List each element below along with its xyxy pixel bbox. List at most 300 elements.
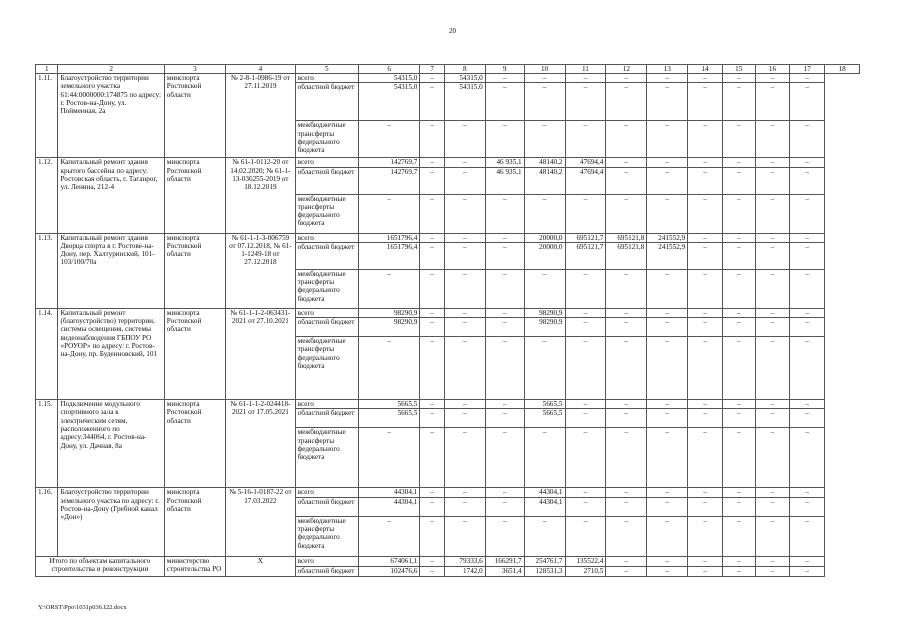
value-cell: – — [420, 269, 445, 308]
value-cell: – — [485, 428, 524, 488]
value-cell: – — [647, 409, 688, 428]
value-cell: – — [722, 167, 755, 194]
value-cell: 98290,9 — [524, 318, 565, 337]
value-cell: – — [790, 428, 825, 488]
value-cell: 1651796,4 — [359, 233, 420, 242]
value-cell: – — [485, 497, 524, 516]
value-cell: – — [722, 318, 755, 337]
value-cell: – — [755, 488, 790, 497]
value-cell: – — [420, 566, 445, 576]
funding-source: всего — [295, 488, 358, 497]
value-cell: 44304,1 — [359, 497, 420, 516]
value-cell: – — [359, 269, 420, 308]
header-cell: 14 — [688, 65, 723, 74]
value-cell: – — [722, 308, 755, 317]
value-cell: – — [755, 83, 790, 121]
funding-source: областной бюджет — [295, 318, 358, 337]
value-cell: – — [485, 194, 524, 233]
value-cell: – — [524, 83, 565, 121]
value-cell: – — [485, 318, 524, 337]
value-cell: – — [485, 121, 524, 158]
value-cell: – — [647, 428, 688, 488]
value-cell: – — [420, 497, 445, 516]
header-cell: 8 — [444, 65, 485, 74]
value-cell: – — [444, 194, 485, 233]
row-number: 1.14. — [36, 308, 58, 399]
value-cell: – — [790, 556, 825, 566]
value-cell: – — [688, 428, 723, 488]
funding-source: всего — [295, 556, 358, 566]
funding-source: областной бюджет — [295, 83, 358, 121]
value-cell: – — [565, 83, 606, 121]
value-cell: – — [647, 318, 688, 337]
value-cell: – — [755, 497, 790, 516]
value-cell: – — [420, 409, 445, 428]
value-cell: – — [755, 409, 790, 428]
value-cell: – — [722, 158, 755, 167]
value-cell: – — [420, 337, 445, 400]
value-cell: – — [606, 121, 647, 158]
value-cell: – — [420, 556, 445, 566]
value-cell: – — [722, 516, 755, 556]
value-cell: – — [755, 269, 790, 308]
value-cell: – — [420, 233, 445, 242]
value-cell: – — [790, 158, 825, 167]
value-cell: – — [688, 400, 723, 409]
value-cell: 54315,0 — [359, 83, 420, 121]
document-number: № 61-1-1-2-024418-2021 от 17.05.2021 — [226, 400, 296, 488]
value-cell: – — [688, 566, 723, 576]
responsible-ministry: минспорта Ростовской области — [164, 158, 225, 233]
value-cell: – — [359, 516, 420, 556]
value-cell: – — [420, 121, 445, 158]
value-cell: – — [790, 516, 825, 556]
value-cell: – — [485, 400, 524, 409]
value-cell: – — [755, 242, 790, 269]
responsible-ministry: минспорта Ростовской области — [164, 488, 225, 556]
header-cell: 1 — [36, 65, 58, 74]
value-cell: – — [755, 400, 790, 409]
value-cell: 5665,5 — [524, 409, 565, 428]
value-cell: – — [790, 74, 825, 83]
header-cell: 13 — [647, 65, 688, 74]
value-cell: 47694,4 — [565, 167, 606, 194]
value-cell: – — [444, 516, 485, 556]
funding-source: межбюджетные трансферты федерального бюджета — [295, 194, 358, 233]
header-cell: 4 — [226, 65, 296, 74]
value-cell: – — [606, 337, 647, 400]
value-cell: – — [755, 194, 790, 233]
header-cell: 10 — [524, 65, 565, 74]
value-cell: 674061,1 — [359, 556, 420, 566]
header-cell: 2 — [58, 65, 164, 74]
value-cell: – — [485, 488, 524, 497]
value-cell: – — [420, 318, 445, 337]
value-cell: – — [790, 233, 825, 242]
value-cell: 695121,7 — [565, 233, 606, 242]
value-cell: – — [524, 269, 565, 308]
value-cell: – — [420, 158, 445, 167]
value-cell: – — [420, 242, 445, 269]
value-cell: – — [444, 428, 485, 488]
value-cell: – — [420, 308, 445, 317]
value-cell: – — [790, 400, 825, 409]
value-cell: – — [722, 74, 755, 83]
value-cell: – — [722, 409, 755, 428]
value-cell: – — [755, 428, 790, 488]
value-cell: – — [722, 497, 755, 516]
value-cell: 54315,0 — [359, 74, 420, 83]
value-cell: 54315,0 — [444, 83, 485, 121]
value-cell: – — [444, 497, 485, 516]
value-cell: – — [722, 337, 755, 400]
value-cell: – — [688, 233, 723, 242]
value-cell: – — [755, 516, 790, 556]
value-cell: – — [606, 428, 647, 488]
value-cell: – — [647, 400, 688, 409]
value-cell: 1742,0 — [444, 566, 485, 576]
value-cell: 46 935,1 — [485, 167, 524, 194]
table-row — [36, 158, 860, 167]
value-cell: 98290,9 — [359, 308, 420, 317]
value-cell: – — [688, 497, 723, 516]
object-name: Капитальный ремонт здания Дворца спорта в г. Ростове-на-Дону, пер. Халтуринский, 101-103/100/70а — [58, 233, 164, 308]
document-number: № 61-1-0112-20 от 14.02.2020; № 61-1-13-036255-2019 от 18.12.2019 — [226, 158, 296, 233]
value-cell: – — [722, 269, 755, 308]
value-cell: – — [722, 566, 755, 576]
value-cell: – — [444, 318, 485, 337]
value-cell: – — [524, 74, 565, 83]
value-cell: – — [755, 74, 790, 83]
value-cell: – — [688, 167, 723, 194]
value-cell: 142769,7 — [359, 158, 420, 167]
value-cell: – — [688, 194, 723, 233]
value-cell: 695121,7 — [565, 242, 606, 269]
value-cell: – — [688, 269, 723, 308]
value-cell: – — [444, 167, 485, 194]
value-cell: – — [420, 167, 445, 194]
value-cell: – — [755, 556, 790, 566]
total-row — [36, 556, 860, 566]
header-cell: 3 — [164, 65, 225, 74]
value-cell: – — [790, 242, 825, 269]
value-cell: – — [485, 269, 524, 308]
funding-source: всего — [295, 400, 358, 409]
value-cell: 1651796,4 — [359, 242, 420, 269]
value-cell: – — [444, 400, 485, 409]
value-cell: – — [688, 409, 723, 428]
value-cell: – — [565, 308, 606, 317]
value-cell: 2710,5 — [565, 566, 606, 576]
value-cell: – — [444, 488, 485, 497]
value-cell: – — [688, 516, 723, 556]
value-cell: – — [524, 516, 565, 556]
value-cell: – — [790, 409, 825, 428]
value-cell: – — [647, 497, 688, 516]
value-cell: 142769,7 — [359, 167, 420, 194]
value-cell: 98290,9 — [359, 318, 420, 337]
value-cell: 102476,6 — [359, 566, 420, 576]
value-cell: 135522,4 — [565, 556, 606, 566]
header-cell: 18 — [825, 65, 860, 74]
value-cell: – — [647, 488, 688, 497]
total-label: Итого по объектам капитального строительства и реконструкции — [36, 556, 165, 576]
table-row — [36, 400, 860, 409]
value-cell: – — [359, 428, 420, 488]
value-cell: – — [606, 497, 647, 516]
funding-source: областной бюджет — [295, 409, 358, 428]
value-cell: – — [444, 337, 485, 400]
value-cell: – — [565, 409, 606, 428]
value-cell: – — [444, 409, 485, 428]
value-cell: – — [688, 74, 723, 83]
value-cell: – — [485, 516, 524, 556]
responsible-ministry: минспорта Ростовской области — [164, 400, 225, 488]
value-cell: – — [790, 167, 825, 194]
value-cell: – — [790, 121, 825, 158]
row-number: 1.12. — [36, 158, 58, 233]
value-cell: – — [647, 158, 688, 167]
value-cell: – — [722, 242, 755, 269]
value-cell: – — [722, 121, 755, 158]
value-cell: – — [647, 516, 688, 556]
value-cell: – — [755, 233, 790, 242]
responsible-ministry: минспорта Ростовской области — [164, 74, 225, 158]
value-cell: – — [485, 242, 524, 269]
value-cell: – — [647, 121, 688, 158]
value-cell: 5665,5 — [359, 400, 420, 409]
value-cell: – — [606, 74, 647, 83]
document-number: X — [226, 556, 296, 576]
value-cell: 48140,2 — [524, 158, 565, 167]
value-cell: – — [606, 158, 647, 167]
value-cell: – — [647, 556, 688, 566]
value-cell: – — [722, 83, 755, 121]
funding-source: всего — [295, 158, 358, 167]
value-cell: – — [565, 121, 606, 158]
value-cell: – — [722, 488, 755, 497]
value-cell: – — [444, 308, 485, 317]
document-number: № 61-1-1-2-063431-2021 от 27.10.2021 — [226, 308, 296, 399]
header-cell: 9 — [485, 65, 524, 74]
value-cell: – — [755, 566, 790, 576]
value-cell: – — [606, 556, 647, 566]
object-name: Подключение модульного спортивного зала к электрическим сетям, расположенного по адресу:344064, г. Ростов-на-Дону, ул. Дачная, 8а — [58, 400, 164, 488]
value-cell: – — [647, 269, 688, 308]
value-cell: – — [688, 121, 723, 158]
funding-source: межбюджетные трансферты федерального бюджета — [295, 337, 358, 400]
value-cell: – — [420, 194, 445, 233]
table-row — [36, 233, 860, 242]
value-cell: 254761,7 — [524, 556, 565, 566]
value-cell: – — [565, 516, 606, 556]
page-number: 20 — [449, 27, 456, 35]
value-cell: – — [565, 269, 606, 308]
value-cell: – — [790, 308, 825, 317]
funding-source: межбюджетные трансферты федерального бюджета — [295, 516, 358, 556]
value-cell: – — [755, 167, 790, 194]
budget-table — [35, 64, 860, 577]
value-cell: 241552,9 — [647, 233, 688, 242]
value-cell: – — [444, 242, 485, 269]
value-cell: – — [565, 400, 606, 409]
value-cell: 5665,5 — [359, 409, 420, 428]
value-cell: 241552,9 — [647, 242, 688, 269]
value-cell: – — [647, 167, 688, 194]
object-name: Капитальный ремонт (благоустройство) территории, системы освещения, системы видеонаблюдения ГБПОУ РО «РОУОР» по адресу: г. Ростов-на-Дону, пр. Буденновский, 101 — [58, 308, 164, 399]
value-cell: 128531,3 — [524, 566, 565, 576]
table-row — [36, 308, 860, 317]
value-cell: – — [688, 556, 723, 566]
value-cell: 98290,9 — [524, 308, 565, 317]
value-cell: – — [606, 516, 647, 556]
value-cell: 5665,5 — [524, 400, 565, 409]
value-cell: – — [359, 121, 420, 158]
value-cell: – — [444, 233, 485, 242]
value-cell: 79333,6 — [444, 556, 485, 566]
value-cell: – — [790, 83, 825, 121]
value-cell: – — [688, 308, 723, 317]
value-cell: – — [606, 269, 647, 308]
value-cell: – — [722, 556, 755, 566]
value-cell: – — [790, 337, 825, 400]
value-cell: – — [444, 269, 485, 308]
value-cell: – — [359, 337, 420, 400]
funding-source: областной бюджет — [295, 242, 358, 269]
value-cell: – — [565, 488, 606, 497]
value-cell: – — [790, 318, 825, 337]
value-cell: – — [647, 337, 688, 400]
value-cell: – — [606, 400, 647, 409]
value-cell: 695121,8 — [606, 233, 647, 242]
value-cell: – — [722, 400, 755, 409]
value-cell: – — [688, 83, 723, 121]
funding-source: межбюджетные трансферты федерального бюджета — [295, 269, 358, 308]
value-cell: 48140,2 — [524, 167, 565, 194]
value-cell: – — [485, 83, 524, 121]
value-cell: – — [755, 337, 790, 400]
value-cell: – — [606, 409, 647, 428]
value-cell: – — [420, 516, 445, 556]
value-cell: – — [444, 158, 485, 167]
header-cell: 11 — [565, 65, 606, 74]
value-cell: – — [688, 337, 723, 400]
document-number: № 61-1-1-3-006759 от 07.12.2018, № 61-1-1249-18 от 27.12.2018 — [226, 233, 296, 308]
value-cell: – — [606, 167, 647, 194]
value-cell: 46 935,1 — [485, 158, 524, 167]
value-cell: – — [524, 121, 565, 158]
value-cell: – — [565, 318, 606, 337]
header-cell: 15 — [722, 65, 755, 74]
value-cell: – — [420, 400, 445, 409]
object-name: Благоустройство территории земельного участка по адресу: г. Ростов-на-Дону (Гребной канал «Дон») — [58, 488, 164, 556]
value-cell: – — [606, 566, 647, 576]
value-cell: – — [688, 488, 723, 497]
value-cell: 20000,0 — [524, 242, 565, 269]
header-cell: 7 — [420, 65, 445, 74]
value-cell: – — [606, 308, 647, 317]
value-cell: – — [485, 74, 524, 83]
document-number: № 2-8-1-0986-19 от 27.11.2019 — [226, 74, 296, 158]
value-cell: – — [790, 566, 825, 576]
value-cell: – — [688, 158, 723, 167]
header-cell: 6 — [359, 65, 420, 74]
value-cell: – — [420, 488, 445, 497]
value-cell: – — [688, 242, 723, 269]
value-cell: – — [524, 428, 565, 488]
value-cell: 695121,8 — [606, 242, 647, 269]
responsible-ministry: минспорта Ростовской области — [164, 233, 225, 308]
value-cell: – — [565, 497, 606, 516]
value-cell: 54315,0 — [444, 74, 485, 83]
value-cell: – — [755, 308, 790, 317]
funding-source: межбюджетные трансферты федерального бюджета — [295, 121, 358, 158]
value-cell: – — [722, 194, 755, 233]
table-row — [36, 74, 860, 83]
value-cell: – — [565, 337, 606, 400]
funding-source: всего — [295, 74, 358, 83]
value-cell: – — [755, 318, 790, 337]
value-cell: – — [565, 74, 606, 83]
value-cell: – — [755, 121, 790, 158]
value-cell: – — [524, 194, 565, 233]
row-number: 1.11. — [36, 74, 58, 158]
value-cell: – — [485, 409, 524, 428]
value-cell: – — [606, 488, 647, 497]
value-cell: – — [647, 308, 688, 317]
value-cell: – — [606, 318, 647, 337]
value-cell: – — [420, 83, 445, 121]
funding-source: областной бюджет — [295, 167, 358, 194]
responsible-ministry: минспорта Ростовской области — [164, 308, 225, 399]
header-cell: 16 — [755, 65, 790, 74]
document-number: № 5-16-1-0187-22 от 17.03.2022 — [226, 488, 296, 556]
responsible-ministry: министерство строительства РО — [164, 556, 225, 576]
value-cell: – — [647, 566, 688, 576]
header-cell: 5 — [295, 65, 358, 74]
value-cell: – — [485, 337, 524, 400]
value-cell: – — [420, 428, 445, 488]
value-cell: – — [420, 74, 445, 83]
value-cell: – — [790, 269, 825, 308]
value-cell: 47694,4 — [565, 158, 606, 167]
value-cell: – — [485, 308, 524, 317]
value-cell: – — [647, 74, 688, 83]
value-cell: – — [565, 428, 606, 488]
funding-source: всего — [295, 233, 358, 242]
value-cell: – — [565, 194, 606, 233]
file-path-footer: Y:\ORST\Ppo\1031p036.f22.docx — [38, 604, 127, 611]
value-cell: 3651,4 — [485, 566, 524, 576]
funding-source: межбюджетные трансферты федерального бюджета — [295, 428, 358, 488]
value-cell: – — [444, 121, 485, 158]
value-cell: – — [485, 233, 524, 242]
value-cell: 44304,1 — [524, 488, 565, 497]
value-cell: – — [606, 194, 647, 233]
funding-source: всего — [295, 308, 358, 317]
value-cell: – — [755, 158, 790, 167]
value-cell: – — [647, 83, 688, 121]
header-cell: 12 — [606, 65, 647, 74]
value-cell: 44304,1 — [524, 497, 565, 516]
value-cell: – — [790, 194, 825, 233]
row-number: 1.15. — [36, 400, 58, 488]
funding-source: областной бюджет — [295, 497, 358, 516]
value-cell: – — [790, 497, 825, 516]
value-cell: – — [722, 233, 755, 242]
row-number: 1.13. — [36, 233, 58, 308]
value-cell: 166291,7 — [485, 556, 524, 566]
